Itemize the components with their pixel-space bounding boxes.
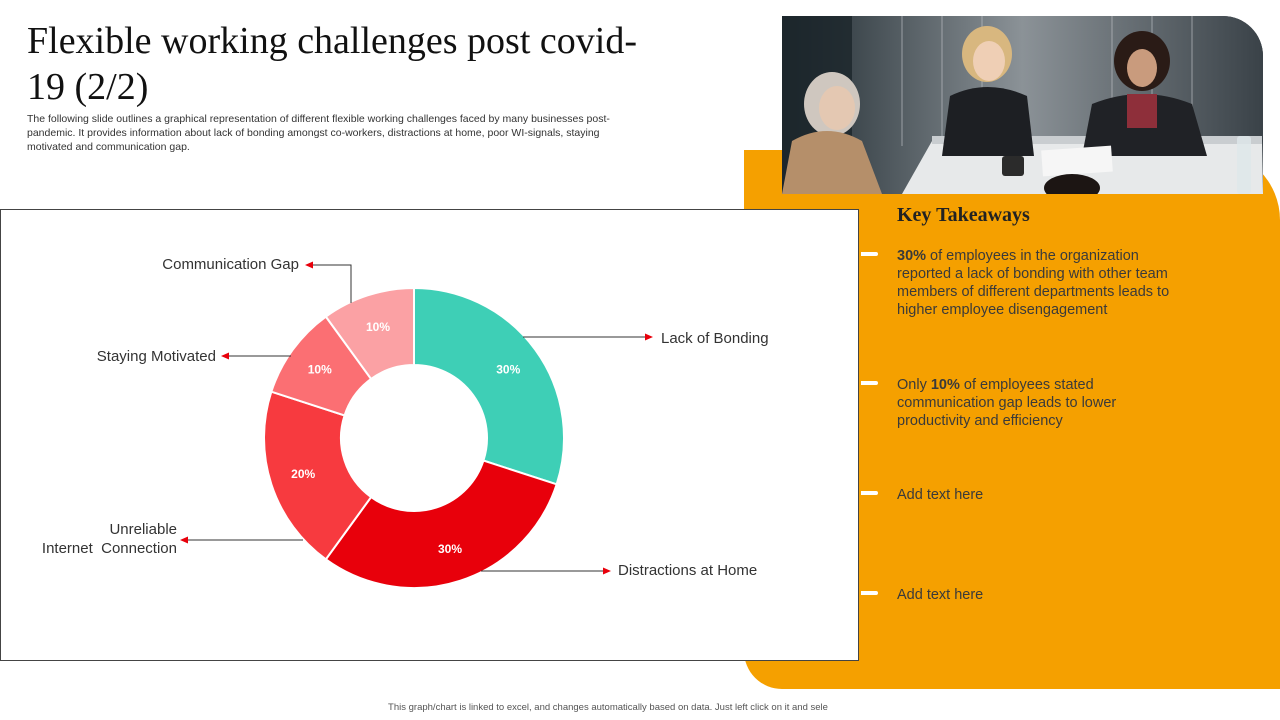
- takeaway-2-text: of employees stated communication gap leads to lower productivity and efficiency: [897, 377, 1117, 429]
- value-label-5: 10%: [365, 320, 391, 335]
- callout-arrow-5: [305, 262, 313, 269]
- chart-container: [0, 209, 859, 661]
- takeaway-bullet: [861, 381, 878, 385]
- takeaway-item-1: [897, 247, 1187, 319]
- page-description: The following slide outlines a graphical representation of different flexible working challenges faced by many businesses post-pandemic. It provides information about lack of bonding amongst co-workers, distractions at home, poor WI-signals, staying motivated and communication gap.: [27, 113, 610, 153]
- category-label-lack-of-bonding: Lack of Bonding: [661, 330, 769, 347]
- takeaway-1-highlight: 30%: [897, 248, 927, 264]
- value-label-4: 10%: [307, 362, 332, 377]
- takeaways-title: Key Takeaways: [897, 204, 1030, 226]
- takeaway-bullet: [861, 491, 878, 495]
- meeting-photo: [782, 16, 1263, 194]
- takeaway-2-highlight: 10%: [930, 377, 960, 393]
- callout-arrow-2: [603, 568, 611, 575]
- page-title: Flexible working challenges post covid-19 (2/2): [27, 20, 637, 108]
- category-label-communication-gap: Communication Gap: [162, 256, 299, 273]
- takeaway-1-text: of employees in the organization reported a lack of bonding with other team members of different departments leads to higher employee disengagement: [897, 248, 1170, 318]
- takeaway-4-text[interactable]: Add text here: [897, 587, 984, 603]
- category-label-unreliable-internet-connection: Unreliable Internet Connection: [41, 521, 177, 557]
- callout-arrow-3: [180, 537, 188, 544]
- value-label-2: 30%: [437, 541, 463, 556]
- takeaway-3-text[interactable]: Add text here: [897, 487, 984, 503]
- callout-line-5: [307, 265, 351, 303]
- takeaway-item-4[interactable]: [897, 586, 1187, 604]
- category-label-distractions-at-home: Distractions at Home: [618, 562, 758, 579]
- footer-note: This graph/chart is linked to excel, and changes automatically based on data. Just left click on it and sele: [388, 702, 828, 713]
- callout-arrow-4: [221, 353, 229, 360]
- donut-chart[interactable]: [1, 210, 860, 662]
- takeaway-item-2: [897, 376, 1187, 430]
- takeaway-bullet: [861, 252, 878, 256]
- callout-arrow-1: [645, 334, 653, 341]
- takeaway-bullet: [861, 591, 878, 595]
- value-label-3: 20%: [291, 467, 316, 482]
- donut-hole: [354, 378, 474, 498]
- value-label-1: 30%: [496, 362, 521, 377]
- takeaway-2-pre: Only: [897, 377, 931, 393]
- takeaway-item-3[interactable]: [897, 486, 1187, 504]
- category-label-staying-motivated: Staying Motivated: [96, 348, 216, 365]
